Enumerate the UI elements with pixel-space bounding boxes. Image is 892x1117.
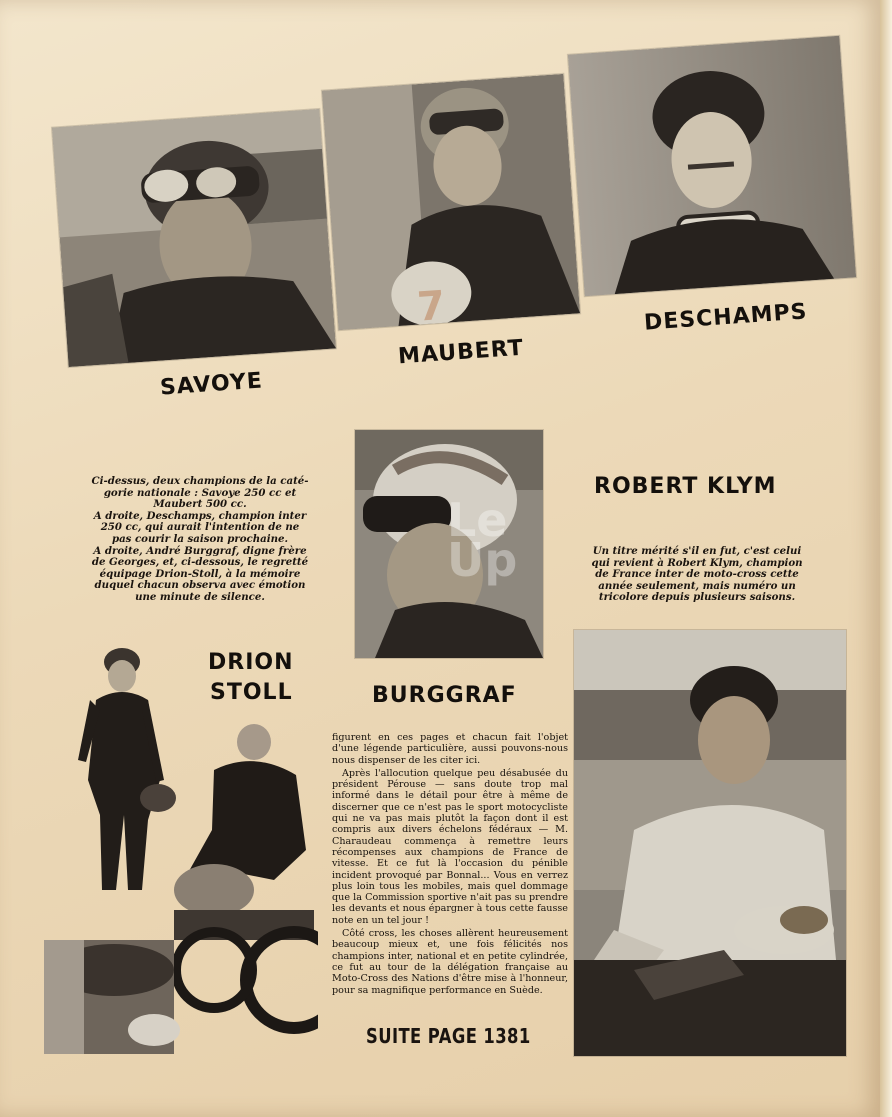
photo-burggraf: [355, 430, 543, 658]
name-burggraf: BURGGRAF: [372, 683, 517, 708]
watermark-logo: Le Up: [447, 493, 518, 587]
caption-line: Un titre mérité s'il en fut, c'est celui: [592, 545, 802, 557]
caption-line: année seulement, mais numéro un: [598, 579, 796, 592]
caption-line: équipage Drion-Stoll, à la mémoire: [99, 567, 301, 580]
article-body: [332, 732, 568, 998]
caption-line: tricolore depuis plusieurs saisons.: [598, 591, 796, 604]
caption-line: Maubert 500 cc.: [153, 498, 247, 511]
name-deschamps: DESCHAMPS: [643, 299, 809, 336]
caption-line: A droite, André Burggraf, digne frère: [93, 544, 307, 557]
photo-deschamps: [568, 36, 856, 296]
caption-line: pas courir la saison prochaine.: [111, 532, 289, 545]
name-robert-klym: ROBERT KLYM: [594, 474, 777, 499]
caption-line: gorie nationale : Savoye 250 cc et: [103, 486, 297, 499]
article-paragraph: figurent en ces pages et chacun fait l'objet d'une légende particulière, aussi pouvons-nous nous dispenser de les citer ici.: [332, 732, 568, 766]
caption-line: duquel chacun observa avec émotion: [94, 579, 306, 592]
caption-left: [78, 476, 322, 604]
photo-maubert: [322, 74, 580, 330]
caption-line: une minute de silence.: [135, 590, 265, 603]
name-maubert: MAUBERT: [397, 335, 525, 370]
photo-robert-klym: [574, 630, 846, 1056]
caption-line: A droite, Deschamps, champion inter: [93, 509, 307, 522]
caption-right: [574, 546, 820, 604]
name-savoye: SAVOYE: [159, 368, 264, 401]
name-stoll: STOLL: [210, 680, 293, 705]
article-paragraph: Après l'allocution quelque peu désabusée du président Pérouse — sans doute trop mal informé dans le détail pour être à même de discerner que ce n'est pas le sport motocycliste qui ne va pas mais plutôt la façon dont il est compris aux divers échelons fédéraux — M. Charaudeau commença à remettre leurs récompenses aux champions de France de vitesse. Et ce fut là l'occasion du pénible incident provoqué par Bonnal... Vous en verrez plus loin tous les mobiles, mais quel dommage que la Commission sportive n'ait pas su prendre les devants et nous épargner à tous cette fausse note en un tel jour !: [332, 767, 568, 926]
caption-line: qui revient à Robert Klym, champion: [591, 556, 803, 569]
caption-line: 250 cc, qui aurait l'intention de ne: [100, 521, 300, 534]
svg-text:7: 7: [415, 282, 447, 331]
caption-line: de Georges, et, ci-dessous, le regretté: [91, 556, 309, 569]
caption-line: de France inter de moto-cross cette: [595, 568, 799, 581]
page-edge: [880, 0, 892, 1117]
photo-drion-stoll: [44, 640, 318, 1054]
caption-line: Ci-dessus, deux champions de la caté-: [91, 475, 309, 487]
continued-on-page: SUITE PAGE 1381: [366, 1024, 531, 1048]
photo-savoye: [52, 109, 336, 367]
name-drion: DRION: [208, 650, 294, 675]
article-paragraph: Côté cross, les choses allèrent heureusement beaucoup mieux et, une fois félicités nos champions inter, national et en petite cylindrée, ce fut au tour de la délégation française au Moto-Cross des Nations d'être mise à l'honneur, pour sa magnifique performance en Suède.: [332, 928, 568, 996]
